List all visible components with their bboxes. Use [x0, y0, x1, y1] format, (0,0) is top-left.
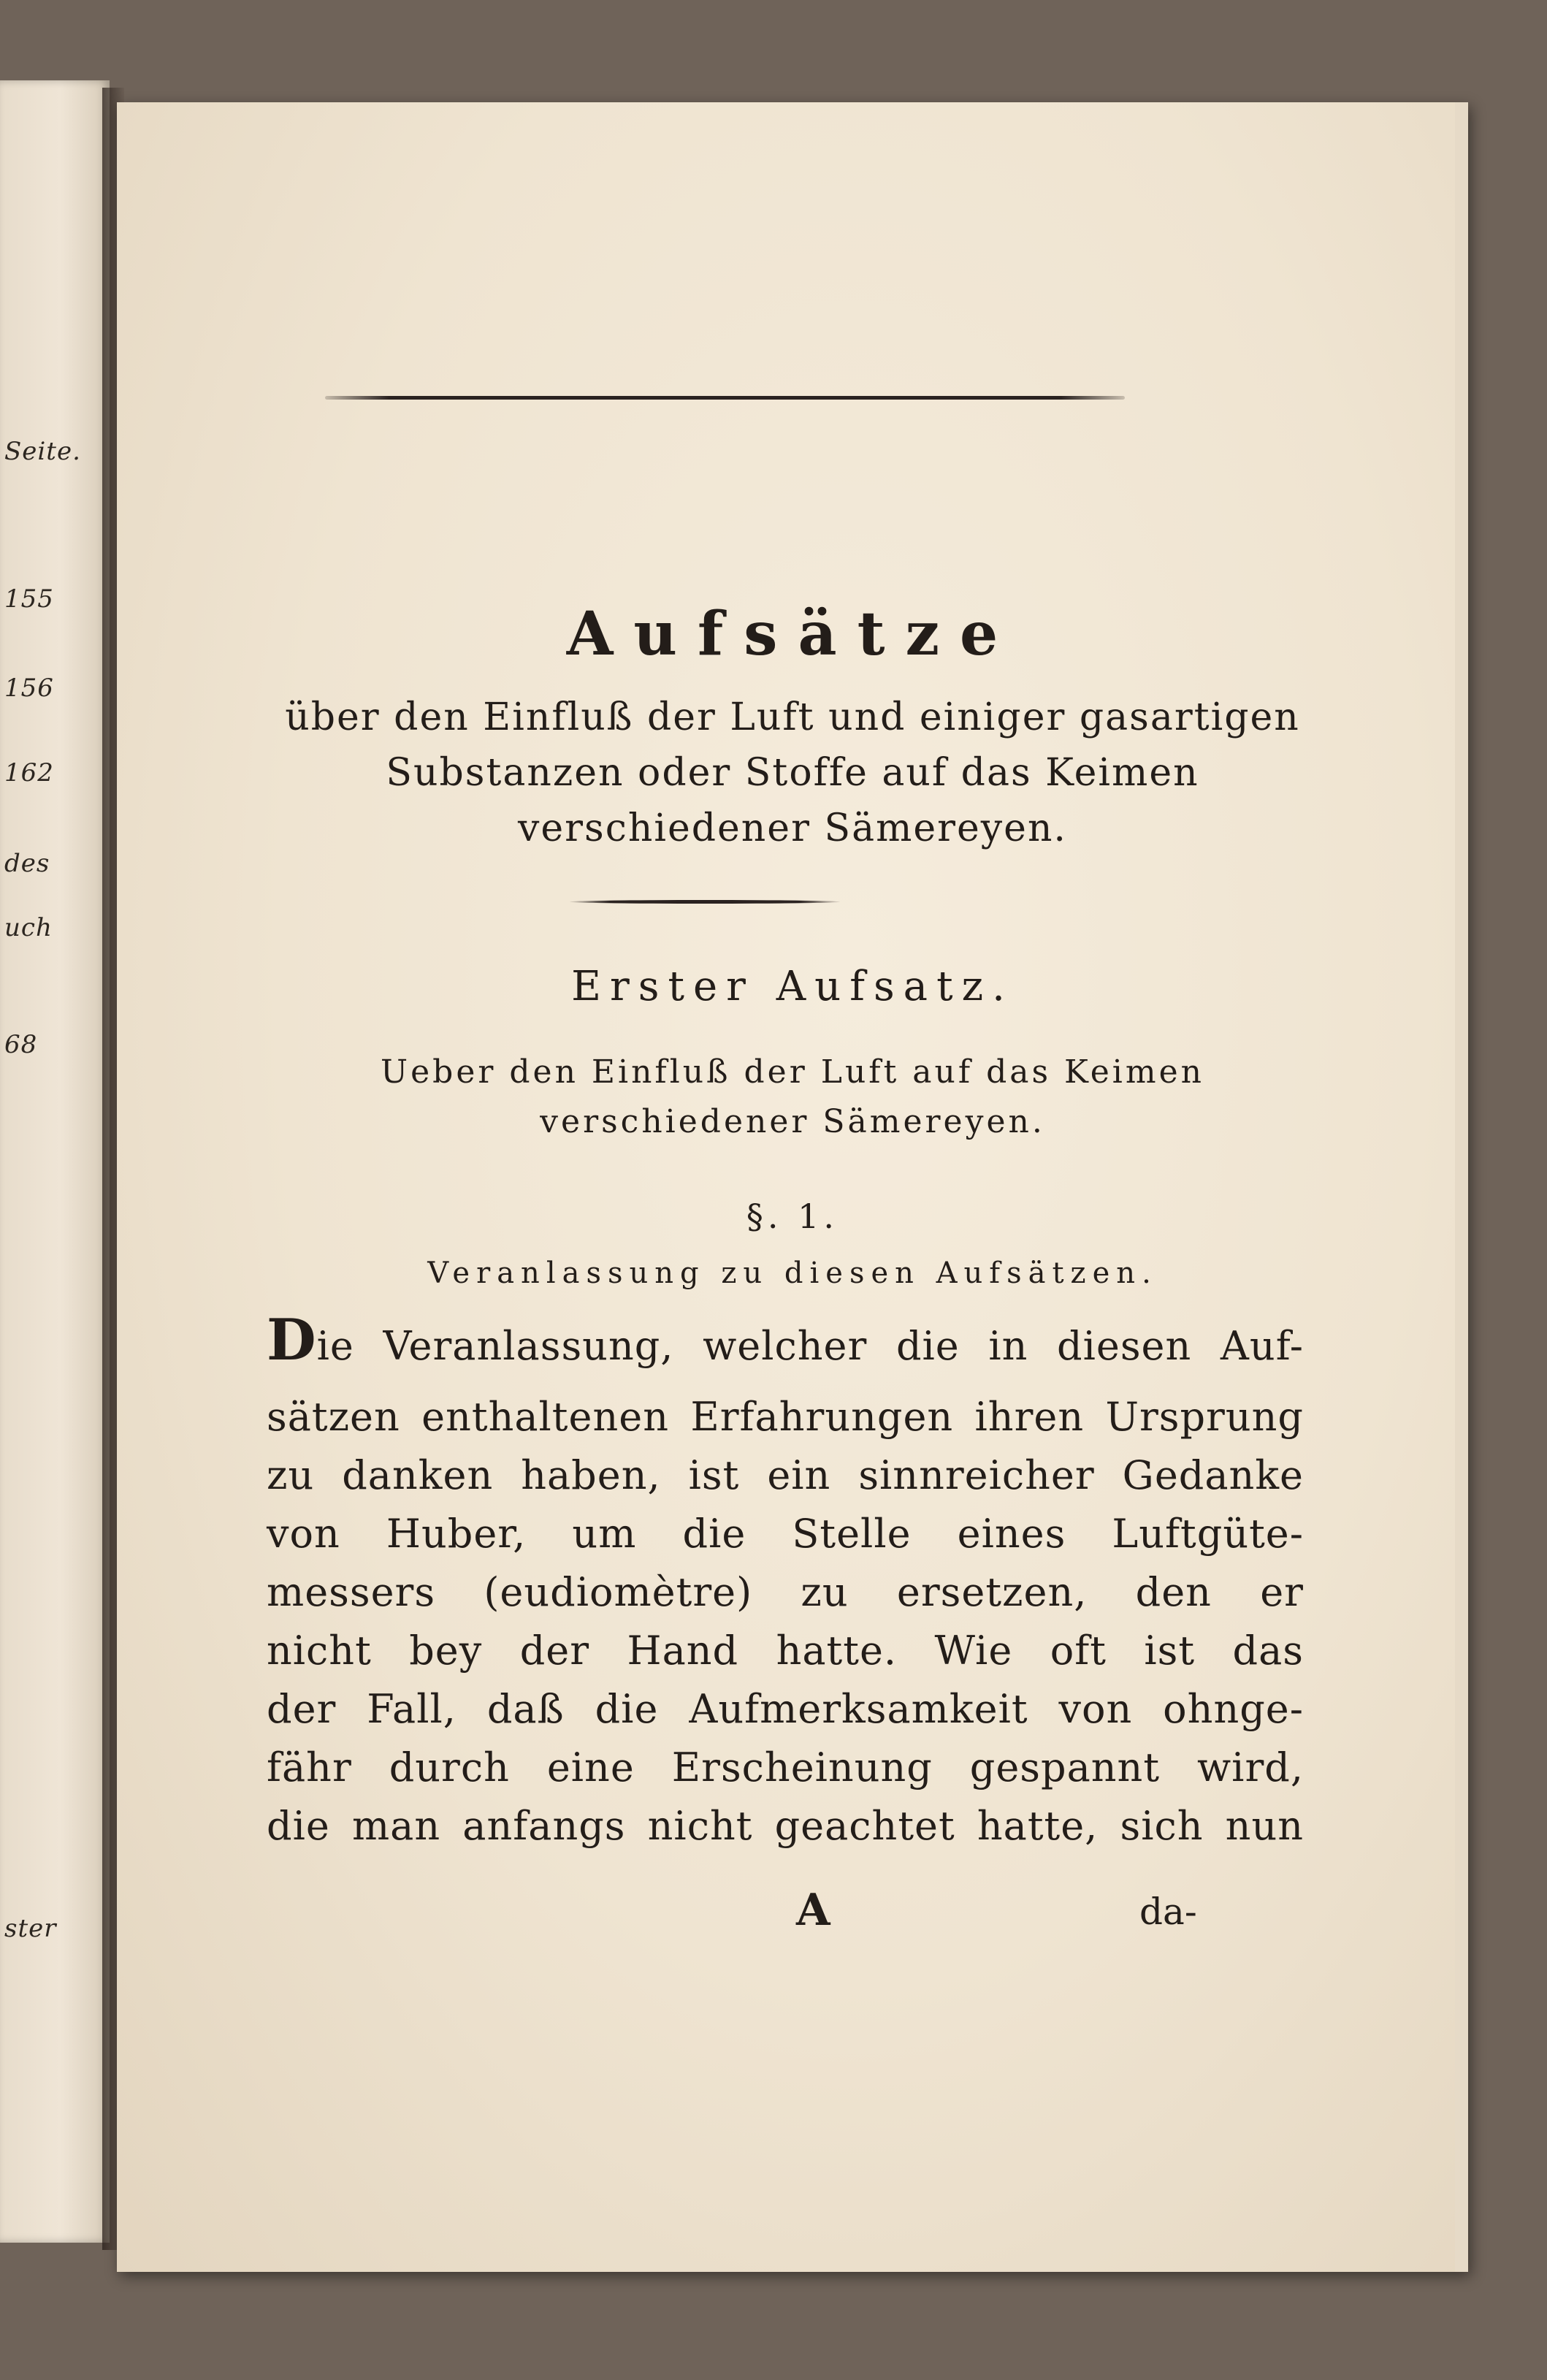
left-page-fragment: des	[4, 849, 50, 878]
subtitle-line: über den Einfluß der Luft und einiger gasartigen	[285, 695, 1300, 739]
left-page-fragment: uch	[4, 913, 53, 942]
body-line: zu danken haben, ist ein sinnreicher Gedanke	[267, 1452, 1304, 1498]
previous-page-edge	[0, 80, 110, 2243]
body-line: der Fall, daß die Aufmerksamkeit von ohnge-	[267, 1686, 1304, 1732]
body-line: fähr durch eine Erscheinung gespannt wird,	[267, 1744, 1304, 1790]
catchword: da-	[1139, 1891, 1197, 1933]
body-line-text: ie Veranlassung, welcher die in diesen Auf-	[316, 1323, 1304, 1369]
section-number: §. 1.	[746, 1197, 839, 1236]
signature-mark: A	[796, 1885, 830, 1936]
section-heading: Veranlassung zu diesen Aufsätzen.	[427, 1256, 1158, 1290]
body-line: sätzen enthaltenen Erfahrungen ihren Ursprung	[267, 1394, 1304, 1440]
essay-subtitle-line: Ueber den Einfluß der Luft auf das Keimen	[381, 1053, 1204, 1091]
body-line: nicht bey der Hand hatte. Wie oft ist das	[267, 1628, 1304, 1674]
essay-title: Erster Aufsatz.	[571, 963, 1014, 1010]
dropcap-letter: D	[267, 1307, 317, 1373]
book-page	[117, 102, 1468, 2272]
left-page-fragment: 156	[4, 674, 54, 703]
subtitle-line: verschiedener Sämereyen.	[518, 806, 1067, 850]
left-page-fragment: ster	[4, 1914, 57, 1943]
left-page-fragment: 155	[4, 584, 54, 614]
left-page-fragment: 162	[4, 758, 54, 787]
essay-subtitle-line: verschiedener Sämereyen.	[540, 1103, 1045, 1140]
left-page-fragment: 68	[4, 1030, 38, 1059]
body-line: die man anfangs nicht geachtet hatte, sich nun	[267, 1803, 1304, 1849]
body-line	[267, 1307, 1304, 1373]
page-title: Aufsätze	[566, 599, 1019, 669]
body-line: von Huber, um die Stelle eines Luftgüte-	[267, 1511, 1304, 1557]
left-page-fragment: Seite.	[4, 437, 81, 466]
body-line: messers (eudiomètre) zu ersetzen, den er	[267, 1569, 1304, 1615]
ornamental-rule-top	[325, 396, 1125, 400]
ornamental-rule-middle	[570, 900, 840, 904]
subtitle-line: Substanzen oder Stoffe auf das Keimen	[386, 751, 1199, 795]
